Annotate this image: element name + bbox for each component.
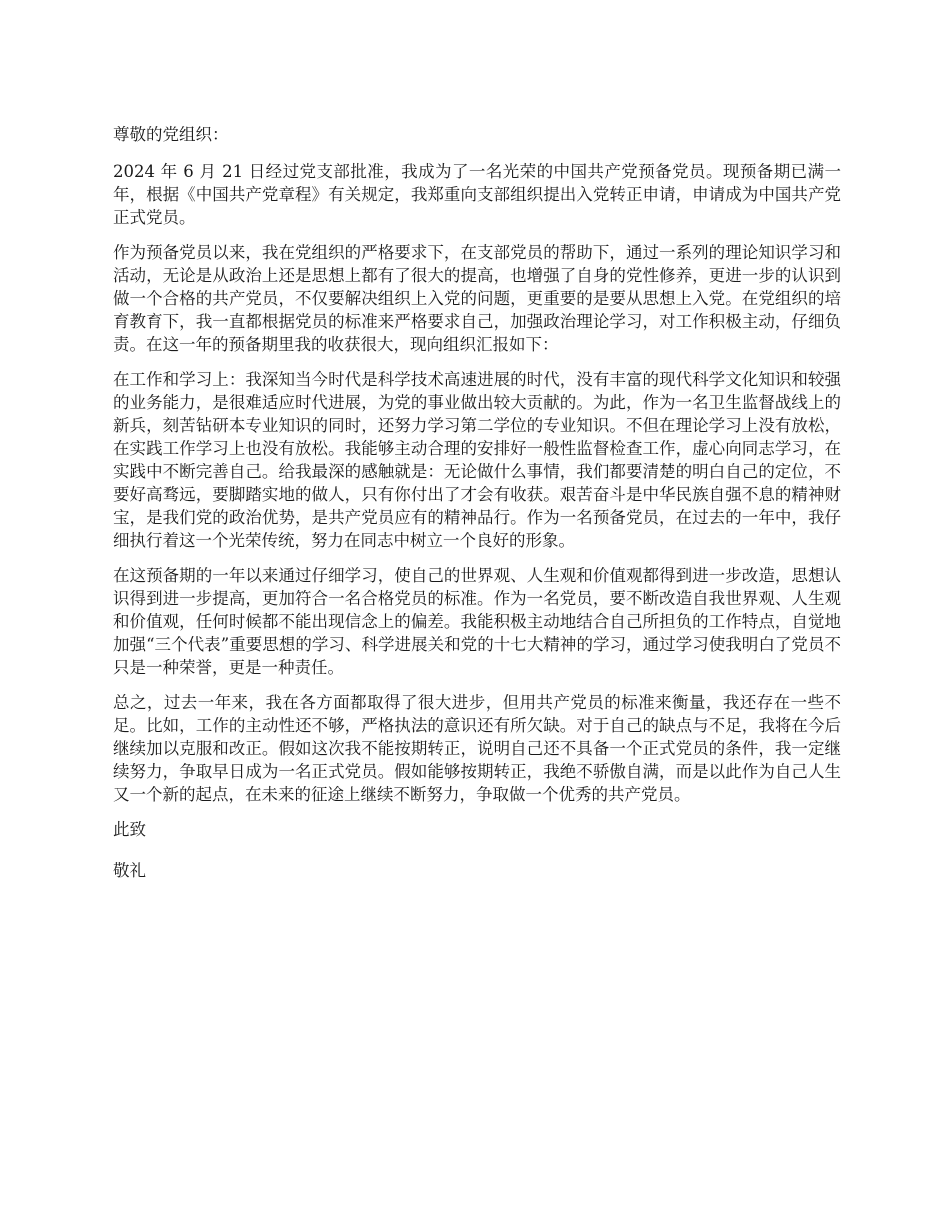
letter-document bbox=[113, 123, 841, 900]
paragraph-summary: 总之，过去一年来，我在各方面都取得了很大进步，但用共产党员的标准来衡量，我还存在一些不足。比如，工作的主动性还不够，严格执法的意识还有所欠缺。对于自己的缺点与不足，我将在今后继续加以克服和改正。假如这次我不能按期转正，说明自己还不具备一个正式党员的条件，我一定继续努力，争取早日成为一名正式党员。假如能够按期转正，我绝不骄傲自满，而是以此作为自己人生又一个新的起点，在未来的征途上继续不断努力，争取做一个优秀的共产党员。 bbox=[113, 693, 841, 804]
salutation: 尊敬的党组织： bbox=[113, 125, 229, 144]
paragraph-application: 2024 年 6 月 21 日经过党支部批准，我成为了一名光荣的中国共产党预备党员。现预备期已满一年，根据《中国共产党章程》有关规定，我郑重向支部组织提出入党转正申请，申请成为中国共产党正式党员。 bbox=[113, 162, 841, 227]
closing-jingli: 敬礼 bbox=[113, 861, 146, 880]
paragraph-work-and-study: 在工作和学习上：我深知当今时代是科学技术高速进展的时代，没有丰富的现代科学文化知识和较强的业务能力，是很难适应时代进展，为党的事业做出较大贡献的。为此，作为一名卫生监督战线上的新兵，刻苦钻研本专业知识的同时，还努力学习第二学位的专业知识。不但在理论学习上没有放松，在实践工作学习上也没有放松。我能够主动合理的安排好一般性监督检查工作，虚心向同志学习，在实践中不断完善自己。给我最深的感触就是：无论做什么事情，我们都要清楚的明白自己的定位，不要好高骛远，要脚踏实地的做人，只有你付出了才会有收获。艰苦奋斗是中华民族自强不息的精神财宝，是我们党的政治优势，是共产党员应有的精神品行。作为一名预备党员，在过去的一年中，我仔细执行着这一个光荣传统，努力在同志中树立一个良好的形象。 bbox=[113, 370, 841, 550]
paragraph-worldview: 在这预备期的一年以来通过仔细学习，使自己的世界观、人生观和价值观都得到进一步改造，思想认识得到进一步提高，更加符合一名合格党员的标准。作为一名党员，要不断改造自我世界观、人生观和价值观，任何时候都不能出现信念上的偏差。我能积极主动地结合自己所担负的工作特点，自觉地加强“三个代表”重要思想的学习、科学进展关和党的十七大精神的学习，通过学习使我明白了党员不只是一种荣誉，更是一种责任。 bbox=[113, 566, 841, 677]
paragraph-self-assessment: 作为预备党员以来，我在党组织的严格要求下，在支部党员的帮助下，通过一系列的理论知识学习和活动，无论是从政治上还是思想上都有了很大的提高，也增强了自身的党性修养，更进一步的认识到做一个合格的共产党员，不仅要解决组织上入党的问题，更重要的是要从思想上入党。在党组织的培育教育下，我一直都根据党员的标准来严格要求自己，加强政治理论学习，对工作积极主动，仔细负责。在这一年的预备期里我的收获很大，现向组织汇报如下： bbox=[113, 243, 841, 354]
closing-cizhi: 此致 bbox=[113, 820, 146, 839]
